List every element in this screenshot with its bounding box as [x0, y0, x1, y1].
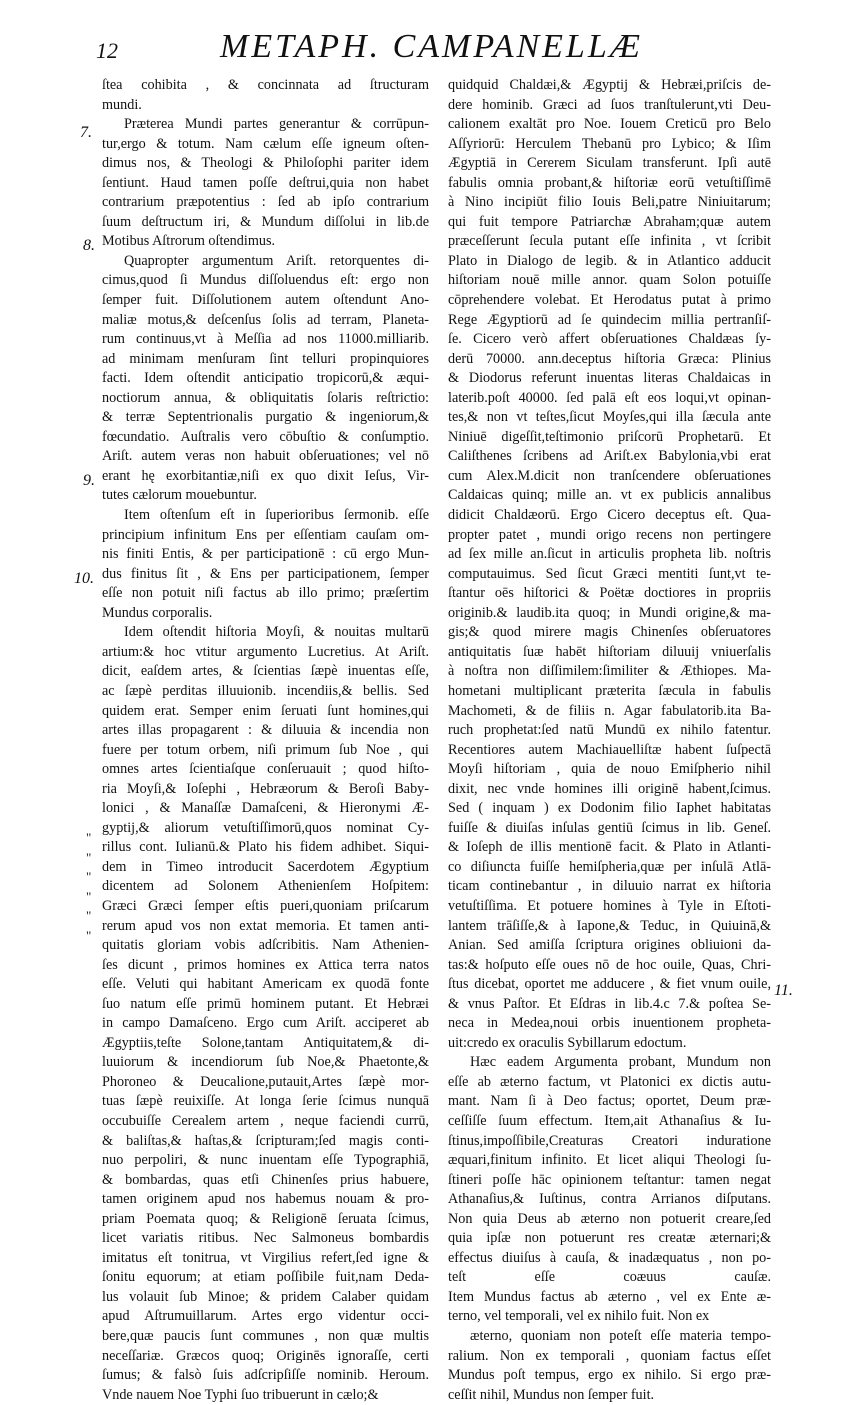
text-line: Item Mundus factus ab æterno , vel ex Ente æ-: [448, 1288, 771, 1305]
text-line: cimus,quod ſi Mundus diſſoluendus eſt: ergo non: [102, 272, 429, 289]
text-line: Item oſtenſum eſt in ſuperioribus ſermonib. eſſe: [124, 507, 429, 524]
text-line: eſſe ab æterno factum, vt Platonici ex dictis autu-: [448, 1073, 771, 1090]
text-line: calionem exaltāt pro Noe. Iouem Creticū pro Belo: [448, 116, 771, 133]
text-line: ria Moyſi,& Ioſephi , Hebræorum & Beroſi Baby-: [102, 780, 429, 797]
text-line: uit:credo ex oraculis Sybillarum edoctum.: [448, 1034, 687, 1051]
text-line: erant hę exorbitantiæ,niſi ex quo dixit Ieſus, Vir-: [102, 467, 429, 484]
text-line: Mundus poſt tempus, ergo ex nihilo. Si ergo præ-: [448, 1367, 771, 1384]
text-line: rillus cont. Iulianū.& Plato his fidem adhibet. Siqui-: [102, 839, 429, 856]
text-line: dicentem ad Solonem Athenienſem Hoſpitem:: [102, 878, 429, 895]
text-line: Mundus corporalis.: [102, 604, 213, 621]
text-line: quidem erat. Semper enim ſeruati ſunt homines,qui: [102, 702, 429, 719]
text-line: Motibus Aſtrorum oſtendimus.: [102, 233, 276, 250]
quote-mark: ": [86, 850, 92, 865]
text-line: Quapropter argumentum Ariſt. retorquentes di-: [124, 252, 429, 269]
text-line: ſonitu equorum; at etiam poſſibile fuit,nam Deda-: [102, 1269, 429, 1286]
text-line: imitatus eſt tonitrua, vt Virgilius refert,ſed igne &: [102, 1249, 429, 1266]
text-line: & terræ Septentrionalis purgatio & ingeniorum,&: [102, 409, 429, 426]
text-line: vetuſtiſſima. Et potuere homines à Tyle in Eſtoti-: [448, 897, 771, 914]
text-line: Caliſthenes ſcribens ad Ariſt.ex Babylonia,vbi erat: [448, 448, 771, 465]
text-line: derū 70000. ann.deceptus hiſtoria Græca: Plinius: [448, 350, 771, 367]
text-line: Moyſi hiſtoriam , quia de nouo Emiſpherio nihil: [448, 761, 771, 778]
text-line: Vnde nauem Noe Typhi ſuo tribuerunt in cælo;&: [102, 1386, 379, 1403]
text-line: ralium. Non ex temporali , quoniam factus eſſet: [448, 1347, 771, 1364]
text-line: propter patet , mundi origo recens non pertingere: [448, 526, 771, 543]
text-line: hiſtoriam nouē mille annor. quam Solon potuiſſe: [448, 272, 771, 289]
text-line: facti. Idem oſtendit anticipatio tropicorū,& æqui-: [102, 370, 429, 387]
text-line: præceſſerunt ſecula putant eſſe infinita , vt ſcribit: [448, 233, 771, 250]
text-line: artium:& hoc vtitur argumento Lucretius. At Ariſt.: [102, 643, 429, 660]
text-line: qui fuit tempore Patriarchæ Abraham;quæ autem: [448, 213, 771, 230]
text-line: nuo perpoliri, & nunc inuentam eſſe Typographiā,: [102, 1152, 429, 1169]
text-line: co diſiuncta fuiſſe hemiſpheria,quæ per inſulā Atlā-: [448, 858, 771, 875]
text-line: tamen originem apud nos habemus nouam & pro-: [102, 1191, 429, 1208]
text-line: ceſſit nihil, Mundus non ſemper fuit.: [448, 1386, 655, 1403]
text-line: Græci Græci ſemper eſtis pueri,quoniam priſcarum: [102, 897, 429, 914]
margin-number: 9.: [83, 472, 95, 489]
text-line: bere,quæ paucis ſunt communes , non quæ multis: [102, 1328, 429, 1344]
page-number: 12: [96, 38, 118, 63]
text-line: à Nino incipiūt filio Iouis Beli,patre Niniuitarum;: [448, 194, 771, 211]
text-line: Idem oſtendit hiſtoria Moyſi, & nouitas multarū: [124, 624, 429, 641]
text-line: computauimus. Sed ſicut Græci mentiti ſunt,vt te-: [448, 565, 771, 582]
text-line: neceſſariæ. Græcos quoq; Originēs ignoraſſe, certi: [102, 1347, 429, 1364]
text-line: fuere per totum orbem, niſi primum ſub Noe , qui: [102, 741, 429, 758]
margin-number: 7.: [80, 124, 92, 141]
text-line: priam Poemata quoq; & Religionē ſeruata ſcimus,: [102, 1210, 429, 1227]
text-line: Ariſt. autem veras non habuit obſeruationes; vel nō: [102, 448, 429, 465]
text-line: lus volauit ſub Minoe; & pridem Calaber quidam: [102, 1288, 429, 1305]
text-line: tes,& non vt teſtes,ſicut Moyſes,qui illa ſæcula ante: [448, 409, 771, 426]
text-line: ſemper fuit. Diſſolutionem autem oſtendunt Ano-: [102, 292, 429, 309]
text-line: dem in Timeo introducit Sacerdotem Ægyptium: [102, 858, 429, 875]
text-line: fuiſſe & diuiſas inſulas gentiū ſcimus in lib. Geneſ.: [448, 819, 771, 836]
text-line: quia ipſæ non potuerunt res creatæ æternari;&: [448, 1230, 771, 1247]
margin-number: 10.: [74, 570, 94, 587]
text-line: terno, vel temporali, vel ex nihilo fuit. Non ex: [448, 1308, 710, 1325]
text-line: ruch prophetat:ſed natū Mundū ex nihilo fatentur.: [448, 722, 771, 739]
text-line: ſtineri poſſe hāc opinionem teſtantur: tamen negat: [448, 1171, 771, 1188]
text-line: maliæ motus,& deſcenſus ſolis ad terram, Planeta-: [102, 311, 429, 328]
text-line: in campo Damaſceno. Ergo cum Ariſt. acciperet ab: [102, 1015, 429, 1032]
text-line: ac ſæpè perditas illuuionib. incendiis,& bellis. Sed: [102, 682, 429, 699]
text-line: ſe. Cicero verò affert obſeruationes Chaldæas ſy-: [448, 331, 771, 348]
text-line: dere hominib. Græci ad ſuos tranſtulerunt,vti Deu-: [448, 96, 771, 113]
text-line: cōprehendere volebat. Et Herodatus putat à primo: [448, 292, 771, 309]
text-line: Aſſyriorū: Herculem Thebanū pro Lybico; & Iſim: [448, 135, 771, 152]
text-line: & vnus Paſtor. Et Eſdras in lib.4.c 7.& poſtea Se-: [448, 995, 771, 1012]
text-line: ſtea cohibita , & concinnata ad ſtructuram: [102, 77, 429, 93]
text-line: tuas ſæpè reuixiſſe. At longa ſerie ſcimus nunquā: [102, 1093, 429, 1110]
text-line: neca in Medea,noui orbis inuentionem propheta-: [448, 1015, 771, 1032]
text-line: licet variatis ritibus. Nec Salmoneus bombardis: [102, 1230, 429, 1247]
text-line: Machometi, & de filiis n. Agar fabulatorib.ita Ba-: [448, 702, 771, 719]
text-line: æterno, quoniam non poteſt eſſe materia tempo-: [470, 1328, 771, 1344]
text-line: noctiorum annua, & obliquitatis ſolaris reſtrictio:: [102, 389, 429, 406]
text-line: eſſe non potuit niſi factus ab illo primo; præſertim: [102, 585, 429, 602]
text-line: effectus diuiſus à cauſa, & inadæquatus , non po-: [448, 1249, 771, 1266]
text-line: Ægyptiis,teſte Solone,tantam Antiquitatem,& di-: [102, 1034, 429, 1051]
text-line: ſumus; & falsò ſuis adſcripſiſſe nominib. Heroum.: [102, 1367, 429, 1384]
text-line: ſuum deſtructum iri, & Mundum diſſolui in lib.de: [102, 213, 429, 230]
text-line: laterib.poſt 40000. ſed palā eſt eos loqui,vt opinan-: [448, 389, 771, 406]
text-line: ad ſex mille an.ſicut in articulis propheta lib. noſtris: [448, 546, 771, 563]
text-line: Hæc eadem Argumenta probant, Mundum non: [470, 1054, 771, 1071]
text-line: omnes artes ſcientiaſque conſeruauit ; quod hiſto-: [102, 761, 429, 778]
text-line: Plato in Dialogo de legib. & in Atlantico adducit: [448, 252, 771, 269]
text-line: Athanaſius,& Iuſtinus, contra Arrianos diſputans.: [448, 1191, 771, 1208]
text-line: Caldaicas quinq; mille an. vt ex publicis annalibus: [448, 487, 771, 504]
quote-mark: ": [86, 869, 92, 884]
text-line: Præterea Mundi partes generantur & corrūpun-: [124, 116, 429, 133]
text-line: teſt eſſe coæuus cauſæ.: [448, 1269, 771, 1286]
quote-mark: ": [86, 830, 92, 845]
text-line: ad minimam menſuram ſint telluri propinquiores: [102, 350, 429, 367]
text-line: ticam continebantur , in diluuio narrat ex hiſtoria: [448, 878, 771, 895]
text-line: ceſſiſſe ſuum effectum. Item,ait Athanaſius & Iu-: [448, 1112, 771, 1129]
text-line: & Ioſeph de illis mentionē facit. & Plato in Atlanti-: [448, 839, 771, 856]
text-line: artes illas propagarent : & diluuia & incendia non: [102, 722, 429, 739]
text-line: Ægyptiā in Cererem Siculam transferunt. Ipſi autē: [448, 155, 771, 172]
text-line: lonici , & Manaſſæ Damaſceni, & Hieronymi Æ-: [102, 800, 429, 817]
text-line: ſtantur oēs hiſtorici & Poëtæ doctiores in propriis: [448, 585, 771, 602]
text-line: tas:& hoſputo eſſe oues nō de hoc ouile, Quas, Chri-: [448, 956, 771, 973]
text-line: hometani multiplicant præterita ſæcula in fabulis: [448, 682, 771, 699]
text-line: contrarium præpotentius : ſed ab ipſo contrarium: [102, 194, 429, 211]
text-line: mundi.: [102, 96, 142, 113]
text-line: ſtus dicebat, oportet me adducere , & fiet vnum ouile,: [448, 976, 771, 993]
text-line: mant. Nam ſi à Deo factus; oportet, Deum præ-: [448, 1093, 771, 1110]
text-line: dicit, eaſdem artes, & ſcientias ſæpè inuentas eſſe,: [102, 663, 429, 680]
right-column: [448, 76, 771, 1405]
text-line: nis finiti Entis, & per participationē : cū ergo Mun-: [102, 546, 429, 563]
text-line: tur,ergo & totum. Nam cælum eſſe igneum oſten-: [102, 135, 429, 152]
text-line: & Diodorus referunt inuentas literas Chaldaicas in: [448, 370, 771, 387]
text-line: æquari,finitum infinito. Et licet aliqui Theologi ſu-: [448, 1152, 771, 1169]
text-line: quidquid Chaldæi,& Ægyptij & Hebræi,priſcis de-: [448, 77, 771, 93]
text-line: à noſtra non diſſimilem:ſimiliter & Æthiopes. Ma-: [448, 663, 771, 680]
text-line: tutes cælorum mouebuntur.: [102, 487, 257, 504]
text-line: ſtinus,impoſſibile,Creaturas Creatori induratione: [448, 1132, 771, 1149]
quote-mark: ": [86, 908, 92, 923]
text-line: dimus nos, & Theologi & Philoſophi pariter idem: [102, 155, 429, 172]
text-line: antiquitatis ſuæ habēt hiſtoriam diluuij vniuerſalis: [448, 643, 771, 660]
text-line: & bombardas, quas etſi Chinenſes prius habuere,: [102, 1171, 429, 1188]
text-line: principium infinitum Ens per eſſentiam cauſam om-: [102, 526, 429, 543]
quote-mark: ": [86, 928, 92, 943]
running-head: METAPH. CAMPANELLÆ: [220, 28, 643, 65]
text-line: Phoroneo & Deucalione,putauit,Artes ſæpè mor-: [102, 1073, 429, 1090]
text-line: originib.& laudib.ita quoq; in Mundi origine,& ma-: [448, 604, 771, 621]
text-line: fabulis omnia probant,& hiſtoriæ eorū vetuſtiſſimē: [448, 174, 771, 191]
text-line: Rege Ægyptiorū ad ſe quindecim millia pertranſiſ-: [448, 311, 771, 328]
text-line: ſentiunt. Haud tamen poſſe deſtrui,quia non habet: [102, 174, 429, 191]
text-line: ſes dicunt , primos homines ex Attica terra natos: [102, 956, 429, 973]
text-line: eſſe. Veluti qui habitant Americam ex quodā fonte: [102, 976, 429, 993]
text-line: dixit, nec vnde homines illi originē habent,ſcimus.: [448, 780, 771, 797]
text-line: Niniuē digeſſit,teſtimonio priſcorū Prophetarū. Et: [448, 428, 771, 445]
text-line: Anian. Sed amiſſa ſcriptura origines obliuioni da-: [448, 937, 771, 954]
text-line: Recentiores autem Machiauelliſtæ habent ſuſpectā: [448, 741, 771, 758]
text-line: fœcundatio. Auſtralis vero cōbuſtio & conſumptio.: [102, 428, 429, 445]
margin-number: 11.: [774, 982, 793, 999]
text-line: rerum apud vos non extat memoria. Et tamen anti-: [102, 917, 429, 934]
text-line: ſuo natum eſſe primū hominem putant. Et Hebræi: [102, 995, 429, 1012]
margin-number: 8.: [83, 237, 95, 254]
text-line: Sed ( inquam ) ex Dodonim filio Iaphet habitatas: [448, 800, 771, 817]
left-column: [102, 76, 429, 1405]
text-line: cum Alex.M.dicit non tranſcendere obſeruationes: [448, 467, 771, 484]
text-line: gis;& quod mirere magis Chinenſes obſeruatores: [448, 624, 771, 641]
text-line: apud Aſtrumuillarum. Artes ergo videntur occi-: [102, 1308, 429, 1325]
text-line: & baliſtas,& haſtas,& ſcripturam;ſed magis conti-: [102, 1132, 429, 1149]
text-line: lantem trāſiſſe,& à Iapone,& Teduc, in Quiuinā,&: [448, 917, 771, 934]
text-line: didicit Chaldæorū. Ergo Cicero deceptus eſt. Qua-: [448, 507, 771, 524]
text-line: quitatis gloriam vobis adſcribitis. Nam Athenien-: [102, 937, 429, 954]
text-line: occubuiſſe Cerealem artem , neque faciendi currū,: [102, 1112, 429, 1129]
text-line: dus finitus ſit , & Ens per participationem, ſemper: [102, 565, 429, 582]
text-line: gyptij,& aliorum vetuſtiſſimorū,quos nominat Cy-: [102, 819, 429, 836]
text-line: luuiorum & incendiorum ſub Noe,& Phaetonte,&: [102, 1054, 429, 1071]
text-line: Non quia Deus ab æterno non potuerit creare,ſed: [448, 1210, 771, 1227]
text-line: rum continuus,vt à Meſſia ad nos 11000.milliarib.: [102, 331, 429, 348]
quote-mark: ": [86, 889, 92, 904]
